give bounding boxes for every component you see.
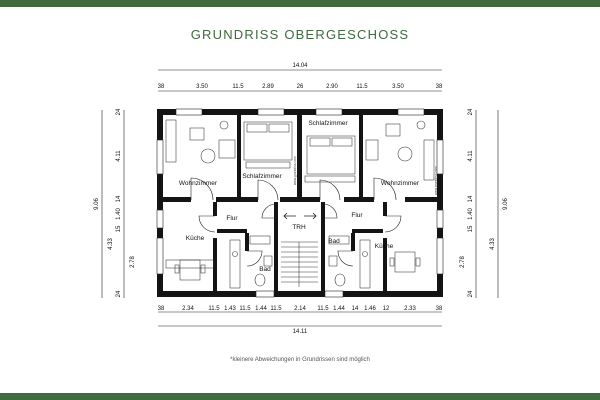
armchair [219, 140, 235, 158]
wall-horizontal-5 [405, 197, 437, 202]
window [157, 210, 163, 228]
wohnzimmer-right-furniture [366, 121, 434, 180]
dim-right-total: 9.06 [503, 198, 509, 210]
armchair [190, 128, 204, 140]
plant-icon [220, 121, 228, 129]
dim-bottom-4: 11.5 [239, 306, 251, 312]
watermark-left: www.grundriss.com [293, 156, 297, 185]
dim-bottom-0: 38 [157, 306, 165, 312]
arrow-left-icon [284, 213, 296, 219]
armchair [386, 124, 400, 136]
dim-bottom-11: 1.46 [364, 306, 376, 312]
dim-right-2: 14 [468, 195, 474, 203]
room-label-flur-left: Flur [226, 215, 238, 222]
window [316, 109, 342, 115]
dim-top-5: 2.90 [326, 84, 338, 90]
toilet-icon [255, 274, 265, 286]
schlafzimmer-left-furniture [244, 122, 292, 168]
staircase [281, 242, 318, 287]
door-swing [385, 216, 401, 232]
dim-right-3: 1.40 [468, 208, 474, 220]
dim-bottom-10: 14 [351, 306, 359, 312]
dim-top-8: 38 [435, 84, 443, 90]
dim-top-1: 3.50 [196, 84, 208, 90]
arrow-right-icon [304, 213, 316, 219]
wohnzimmer-left-furniture [166, 120, 235, 163]
dim-top-0: 38 [157, 84, 165, 90]
double-bed [307, 136, 355, 174]
dim-bottom-7: 2.14 [294, 306, 306, 312]
toilet-icon [335, 274, 345, 286]
wall-horizontal-1 [163, 197, 191, 202]
pillow [269, 124, 289, 132]
wall-stair-left [274, 202, 278, 291]
window [437, 238, 443, 274]
dim-bottom-total: 14.11 [292, 329, 308, 335]
room-label-schlafzimmer-left: Schlafzimmer [242, 173, 282, 180]
right-dimension-labels [460, 108, 509, 297]
chair [416, 258, 420, 266]
wall-party-upper [297, 115, 302, 197]
room-label-bad-right: Bad [328, 238, 340, 245]
wall-wohn-schlaf-left [237, 115, 241, 197]
wall-kueche-flur-left-bottom [213, 238, 217, 291]
door-swing [323, 204, 337, 218]
wall-flur-bad-right [352, 229, 383, 233]
washbasin [264, 256, 272, 266]
wall-bad-right-divider [351, 233, 355, 251]
dim-right-5: 4.33 [490, 238, 496, 250]
dim-left-4: 15 [116, 225, 122, 233]
kitchen-counter [230, 240, 240, 288]
kueche-left-furniture [166, 240, 240, 288]
dim-bottom-3: 1.43 [224, 306, 236, 312]
chair [175, 265, 179, 273]
double-bed [244, 122, 292, 160]
wall-stair-right [321, 202, 325, 291]
dim-left-total: 9.06 [94, 198, 100, 210]
dim-right-7: 24 [468, 290, 474, 298]
wall-schlaf-wohn-right [359, 115, 363, 197]
wall-bad-left-divider [245, 233, 249, 251]
dim-bottom-8: 11.5 [317, 306, 329, 312]
room-label-wohnzimmer-left: Wohnzimmer [178, 180, 218, 187]
door-swing [199, 216, 215, 232]
room-label-schlafzimmer-right: Schlafzimmer [308, 120, 348, 127]
dim-bottom-13: 2.33 [404, 306, 416, 312]
sink-icon [233, 252, 238, 257]
room-label-wohnzimmer-right: Wohnzimmer [380, 180, 420, 187]
dim-left-7: 24 [116, 290, 122, 298]
dim-left-6: 2.78 [130, 256, 136, 268]
pillow [247, 124, 267, 132]
window [157, 238, 163, 274]
dim-bottom-2: 11.5 [208, 306, 220, 312]
left-dimension-labels [94, 108, 136, 297]
dim-top-7: 3.50 [392, 84, 404, 90]
dim-top-4: 26 [296, 84, 304, 90]
window [325, 291, 343, 297]
window [437, 210, 443, 228]
window [398, 109, 424, 115]
sink-icon [363, 252, 368, 257]
washbasin [329, 256, 337, 266]
room-label-bad-left: Bad [259, 266, 271, 273]
schlafzimmer-right-furniture [305, 136, 355, 182]
wall-horizontal-2 [216, 197, 258, 202]
pillow [310, 138, 330, 146]
bottom-border-band [0, 393, 600, 400]
door-swing [262, 204, 276, 218]
chair [390, 258, 394, 266]
dim-left-5: 4.33 [108, 238, 114, 250]
dim-left-3: 1.40 [116, 208, 122, 220]
door-swing [247, 251, 262, 266]
wardrobe [246, 162, 290, 168]
dim-left-0: 24 [116, 108, 122, 116]
wall-kueche-flur-left-top [213, 202, 217, 216]
room-label-kueche-left: Küche [185, 235, 205, 242]
plant-icon [417, 121, 425, 129]
window [256, 291, 274, 297]
dim-left-1: 4.11 [116, 150, 122, 162]
wall-horizontal-3 [280, 197, 320, 202]
bad-left-fixtures [250, 236, 272, 286]
kitchen-counter [360, 240, 370, 288]
door-swing [338, 251, 353, 266]
door-swing [258, 180, 278, 200]
dining-table [180, 260, 200, 280]
coffee-table [398, 147, 412, 161]
dim-right-4: 15 [468, 225, 474, 233]
dim-top-2: 11.5 [232, 84, 244, 90]
window [258, 109, 284, 115]
dim-bottom-9: 1.44 [333, 306, 345, 312]
dim-right-1: 4.11 [468, 150, 474, 162]
dim-right-6: 2.78 [460, 256, 466, 268]
dim-bottom-12: 12 [382, 306, 390, 312]
room-label-kueche-right: Küche [374, 243, 394, 250]
disclaimer-note: *kleinere Abweichungen in Grundrissen sind möglich [230, 357, 370, 363]
door-swings [191, 178, 401, 266]
dim-bottom-1: 2.34 [182, 306, 194, 312]
dim-bottom-14: 38 [435, 306, 443, 312]
sofa [166, 120, 176, 162]
dim-top-6: 11.5 [356, 84, 368, 90]
armchair [366, 140, 378, 160]
dim-bottom-5: 1.44 [255, 306, 267, 312]
room-label-flur-right: Flur [351, 212, 363, 219]
coffee-table [201, 149, 215, 163]
window [176, 109, 202, 115]
window [157, 140, 163, 174]
pillow [332, 138, 352, 146]
wall-flur-kueche-right-top [383, 202, 387, 216]
room-label-trh: TRH [292, 224, 306, 231]
page-title: GRUNDRISS OBERGESCHOSS [190, 27, 410, 42]
dim-top-total: 14.04 [292, 63, 308, 69]
wall-flur-bad-left [217, 229, 247, 233]
bathtub [250, 236, 270, 244]
trh-arrows [284, 213, 316, 219]
watermark-right: www.grundriss.com [434, 166, 438, 195]
dining-table [395, 252, 415, 272]
dim-right-0: 24 [468, 108, 474, 116]
door-swing [320, 180, 340, 200]
chair [201, 265, 205, 273]
dim-bottom-6: 11.5 [270, 306, 282, 312]
wall-horizontal-4 [344, 197, 374, 202]
dim-left-2: 14 [116, 195, 122, 203]
sofa [424, 140, 434, 180]
kitchen-counter [166, 260, 214, 268]
wardrobe [305, 176, 355, 182]
dim-top-3: 2.89 [262, 84, 274, 90]
